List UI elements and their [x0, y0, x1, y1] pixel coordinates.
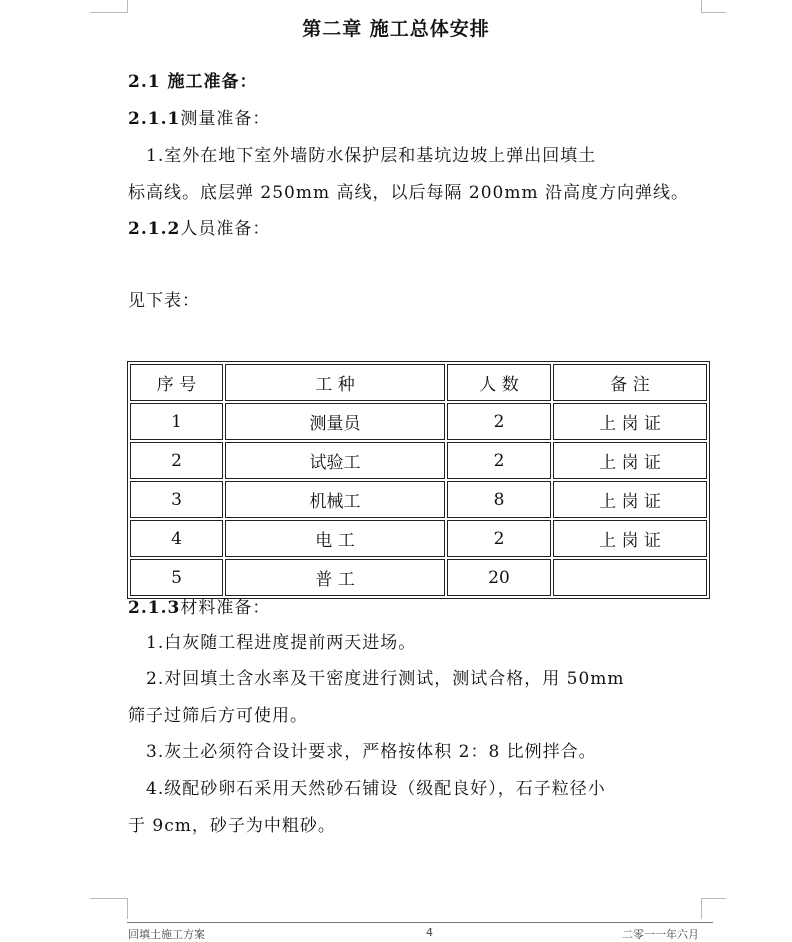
section-2-1-3-heading [128, 598, 270, 618]
crop-mark-top-left [90, 0, 128, 13]
table-cell: 上 岗 证 [553, 481, 707, 518]
table-cell: 测量员 [225, 403, 445, 440]
paragraph-line: 2.对回填土含水率及干密度进行测试，测试合格，用 50mm [146, 669, 625, 689]
table-row [130, 403, 707, 440]
crop-mark-bottom-right [701, 898, 726, 919]
table-cell: 20 [447, 559, 551, 596]
table-cell: 上 岗 证 [553, 520, 707, 557]
table-cell: 2 [447, 442, 551, 479]
table-cell: 2 [130, 442, 223, 479]
paragraph-line: 3.灰土必须符合设计要求，严格按体积 2：8 比例拌合。 [146, 742, 597, 762]
header-cell: 人 数 [447, 364, 551, 401]
table-cell: 8 [447, 481, 551, 518]
table-cell: 5 [130, 559, 223, 596]
paragraph-line: 1.室外在地下室外墙防水保护层和基坑边坡上弹出回填土 [146, 146, 597, 166]
table-cell: 2 [447, 520, 551, 557]
paragraph-line: 筛子过筛后方可使用。 [128, 706, 308, 726]
table-cell: 1 [130, 403, 223, 440]
table-header-row [130, 364, 707, 401]
section-number: 2.1.2 [128, 219, 181, 239]
section-label: 人员准备： [180, 219, 271, 239]
section-label: 测量准备： [180, 109, 271, 129]
table-cell: 上 岗 证 [553, 442, 707, 479]
footer-right-text: 二零一一年六月 [622, 928, 699, 941]
table-row [130, 520, 707, 557]
table-cell: 4 [130, 520, 223, 557]
table-row [130, 481, 707, 518]
table-cell [553, 559, 707, 596]
header-cell: 工 种 [225, 364, 445, 401]
crop-mark-top-right [701, 0, 726, 13]
section-number: 2.1.3 [128, 598, 181, 618]
table-cell: 电 工 [225, 520, 445, 557]
table-row [130, 442, 707, 479]
paragraph-line: 标高线。底层弹 250mm 高线，以后每隔 200mm 沿高度方向弹线。 [128, 183, 689, 203]
section-2-1-2-heading [128, 219, 270, 239]
paragraph-line: 1.白灰随工程进度提前两天进场。 [146, 633, 417, 653]
paragraph-line: 于 9cm，砂子为中粗砂。 [128, 816, 336, 836]
table-cell: 2 [447, 403, 551, 440]
footer-left-text: 回填土施工方案 [128, 928, 205, 941]
section-2-1-heading: 2.1 施工准备： [128, 72, 258, 92]
section-label: 材料准备： [180, 598, 271, 618]
section-number: 2.1.1 [128, 109, 181, 129]
table-row [130, 559, 707, 596]
header-cell: 序 号 [130, 364, 223, 401]
paragraph-line: 4.级配砂卵石采用天然砂石铺设（级配良好），石子粒径小 [146, 779, 606, 799]
crop-mark-bottom-left [90, 898, 128, 919]
chapter-title: 第二章 施工总体安排 [302, 18, 490, 40]
page-number: 4 [426, 926, 433, 939]
see-table-text: 见下表： [128, 291, 200, 311]
table-cell: 普 工 [225, 559, 445, 596]
table-cell: 机械工 [225, 481, 445, 518]
footer-divider [127, 922, 713, 923]
table-cell: 上 岗 证 [553, 403, 707, 440]
section-2-1-1-heading [128, 109, 270, 129]
table-cell: 试验工 [225, 442, 445, 479]
header-cell: 备 注 [553, 364, 707, 401]
table-cell: 3 [130, 481, 223, 518]
personnel-table [127, 361, 710, 599]
